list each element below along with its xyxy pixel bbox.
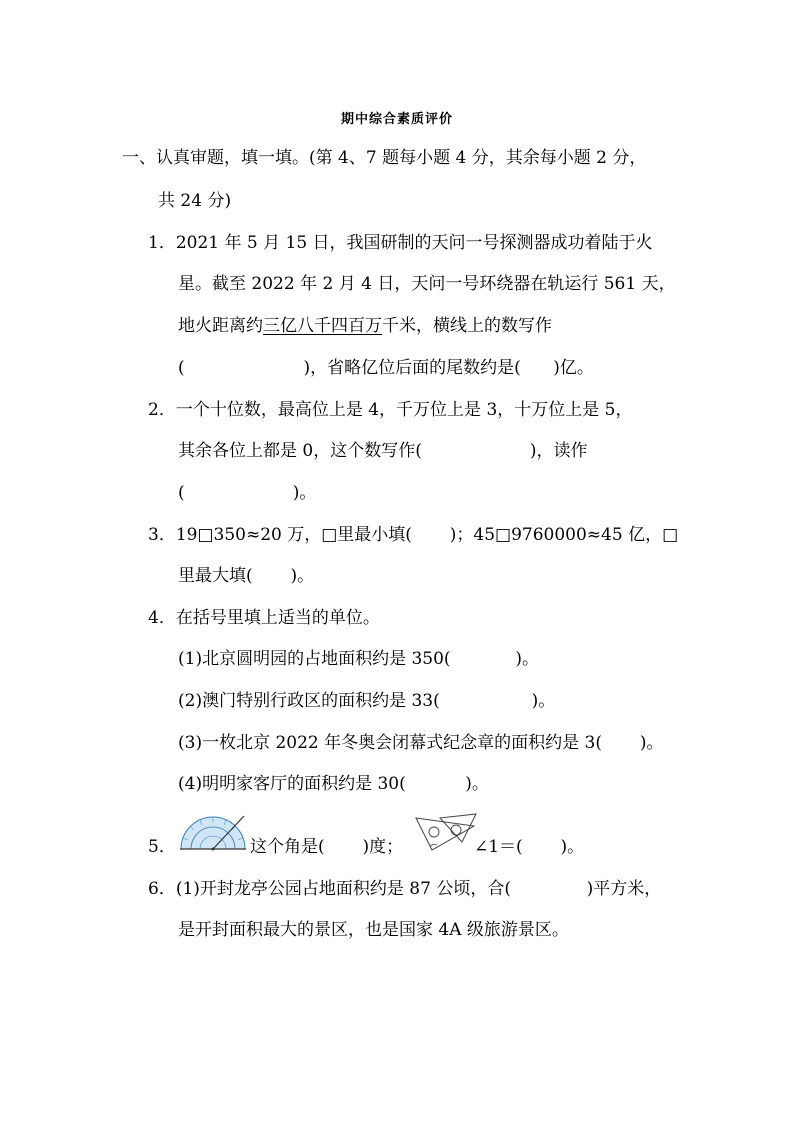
- q6-line2: 是开封面积最大的景区，也是国家 4A 级旅游景区。: [178, 920, 569, 940]
- q4-sub1: (1)北京圆明园的占地面积约是 350( )。: [178, 649, 540, 669]
- q4-sub2: (2)澳门特别行政区的面积约是 33( )。: [178, 691, 556, 711]
- q2-line1: 2．一个十位数，最高位上是 4，千万位上是 3，十万位上是 5，: [148, 400, 633, 420]
- q5-text1: 这个角是( )度；: [250, 837, 404, 857]
- q4-sub4: (4)明明家客厅的面积约是 30( )。: [178, 774, 489, 794]
- q4-sub3: (3)一枚北京 2022 年冬奥会闭幕式纪念章的面积约是 3( )。: [178, 733, 664, 753]
- q3-line2: 里最大填( )。: [178, 566, 315, 586]
- q2-line2: 其余各位上都是 0，这个数写作( )，读作: [178, 441, 588, 461]
- protractor-icon: [178, 812, 248, 852]
- q1-line1: 1．2021 年 5 月 15 日，我国研制的天问一号探测器成功着陆于火: [148, 233, 653, 253]
- q5-number: 5．: [148, 837, 176, 857]
- set-square-icon: [412, 812, 478, 852]
- q1-line3-pre: 地火距离约: [178, 316, 263, 336]
- q5-text2: ∠1＝( )。: [474, 837, 585, 857]
- q4-line1: 4．在括号里填上适当的单位。: [148, 608, 380, 628]
- section-heading-line1: 一、认真审题，填一填。(第 4、7 题每小题 4 分，其余每小题 2 分，: [122, 148, 647, 168]
- q1-line2: 星。截至 2022 年 2 月 4 日，天问一号环绕器在轨运行 561 天，: [178, 274, 676, 294]
- section-heading-line2: 共 24 分): [158, 191, 232, 211]
- q6-line1: 6．(1)开封龙亭公园占地面积约是 87 公顷，合( )平方米，: [148, 879, 662, 899]
- q1-line4: ( )，省略亿位后面的尾数约是( )亿。: [178, 358, 594, 378]
- q2-line3: ( )。: [178, 483, 317, 503]
- q3-line1: 3．19□350≈20 万，□里最小填( )；45□9760000≈45 亿，□: [148, 525, 679, 545]
- q1-underlined-number: 三亿八千四百万: [263, 316, 382, 336]
- q1-line3-post: 千米，横线上的数写作: [382, 316, 552, 336]
- q1-line3: [178, 315, 552, 337]
- page-title: 期中综合素质评价: [340, 112, 453, 127]
